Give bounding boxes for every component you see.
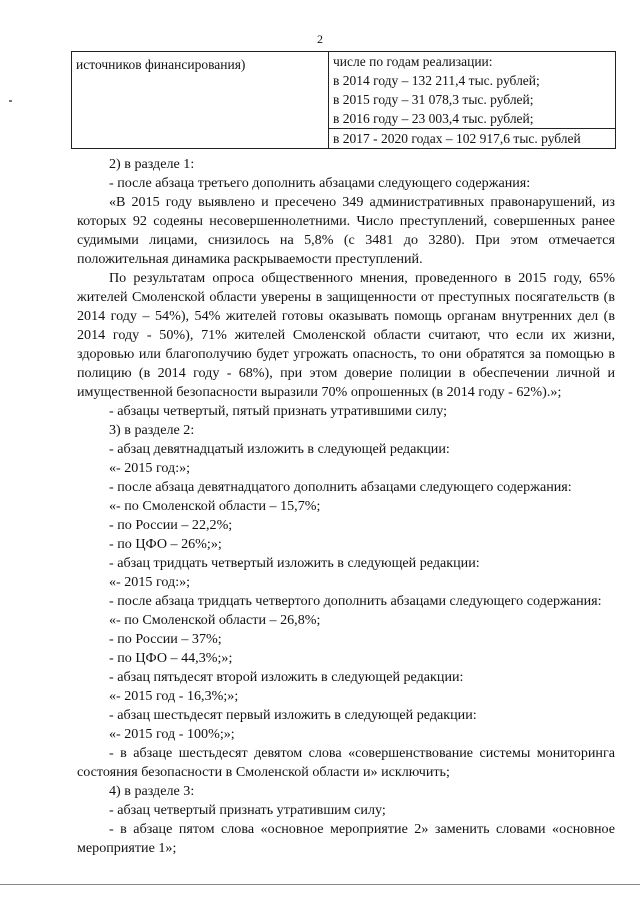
paragraph: - после абзаца тридцать четвертого дополнить абзацами следующего содержания: <box>109 593 602 609</box>
paragraph: - после абзаца третьего дополнить абзацами следующего содержания: <box>109 175 531 191</box>
amount-line: в 2014 году – 132 211,4 тыс. рублей; <box>333 73 540 88</box>
paragraph: - абзац тридцать четвертый изложить в следующей редакции: <box>109 555 480 571</box>
document-body <box>77 155 615 858</box>
paragraph: - абзац шестьдесят первый изложить в следующей редакции: <box>109 707 477 723</box>
paragraph: - абзац пятьдесят второй изложить в следующей редакции: <box>109 669 464 685</box>
paragraph: «В 2015 году выявлено и пресечено 349 административных правонарушений, из которых 92 содеяны несовершеннолетними. Число преступлений, совершенных ранее судимыми лицами, снизилось на 5,8% (с 3481 до 3280). При этом отмечается положительная динамика раскрываемости преступлений. <box>77 194 615 267</box>
amount-line: в 2016 году – 23 003,4 тыс. рублей; <box>333 111 534 126</box>
paragraph: - в абзаце шестьдесят девятом слова «совершенствование системы мониторинга состояния безопасности в Смоленской области и» исключить; <box>77 745 615 780</box>
section-heading: 2) в разделе 1: <box>109 156 195 172</box>
paragraph: - по ЦФО – 26%;»; <box>109 536 222 552</box>
paragraph: «- по Смоленской области – 26,8%; <box>109 612 321 628</box>
paragraph: - по России – 37%; <box>109 631 222 647</box>
amount-line: числе по годам реализации: <box>333 54 493 69</box>
table-cell-amounts <box>329 52 616 149</box>
paragraph: - в абзаце пятом слова «основное мероприятие 2» заменить словами «основное мероприятие 1»; <box>77 821 615 856</box>
paragraph: «- 2015 год:»; <box>109 574 191 590</box>
amount-line: в 2017 - 2020 годах – 102 917,6 тыс. рублей <box>329 128 615 148</box>
paragraph: - по ЦФО – 44,3%;»; <box>109 650 233 666</box>
paragraph: - абзац четвертый признать утратившим силу; <box>109 802 386 818</box>
paragraph: - по России – 22,2%; <box>109 517 233 533</box>
scan-mark <box>9 100 12 102</box>
paragraph: «- по Смоленской области – 15,7%; <box>109 498 321 514</box>
paragraph: - после абзаца девятнадцатого дополнить абзацами следующего содержания: <box>109 479 572 495</box>
amount-line: в 2015 году – 31 078,3 тыс. рублей; <box>333 92 534 107</box>
paragraph: - абзац девятнадцатый изложить в следующей редакции: <box>109 441 450 457</box>
paragraph: - абзацы четвертый, пятый признать утратившими силу; <box>109 403 448 419</box>
paragraph: «- 2015 год - 100%;»; <box>109 726 235 742</box>
page-number: 2 <box>317 32 323 46</box>
table-cell-source: источников финансирования) <box>72 52 329 149</box>
section-heading: 3) в разделе 2: <box>109 422 195 438</box>
table-row <box>72 52 616 149</box>
paragraph: «- 2015 год - 16,3%;»; <box>109 688 239 704</box>
financing-table <box>71 51 616 149</box>
page-bottom-rule <box>0 884 640 885</box>
paragraph: «- 2015 год:»; <box>109 460 191 476</box>
section-heading: 4) в разделе 3: <box>109 783 195 799</box>
paragraph: По результатам опроса общественного мнения, проведенного в 2015 году, 65% жителей Смоленской области уверены в защищенности от преступных посягательств (в 2014 году – 54%), 54% жителей готовы оказывать помощь органам внутренних дел (в 2014 году - 50%), 71% жителей Смоленской области считают, что если их жизни, здоровью или благополучию будет угрожать опасность, то они обратятся за помощью в полицию (в 2014 году - 68%), при этом доверие полиции в обеспечении личной и имущественной безопасности выразили 70% опрошенных (в 2014 году - 62%).»; <box>77 270 615 400</box>
